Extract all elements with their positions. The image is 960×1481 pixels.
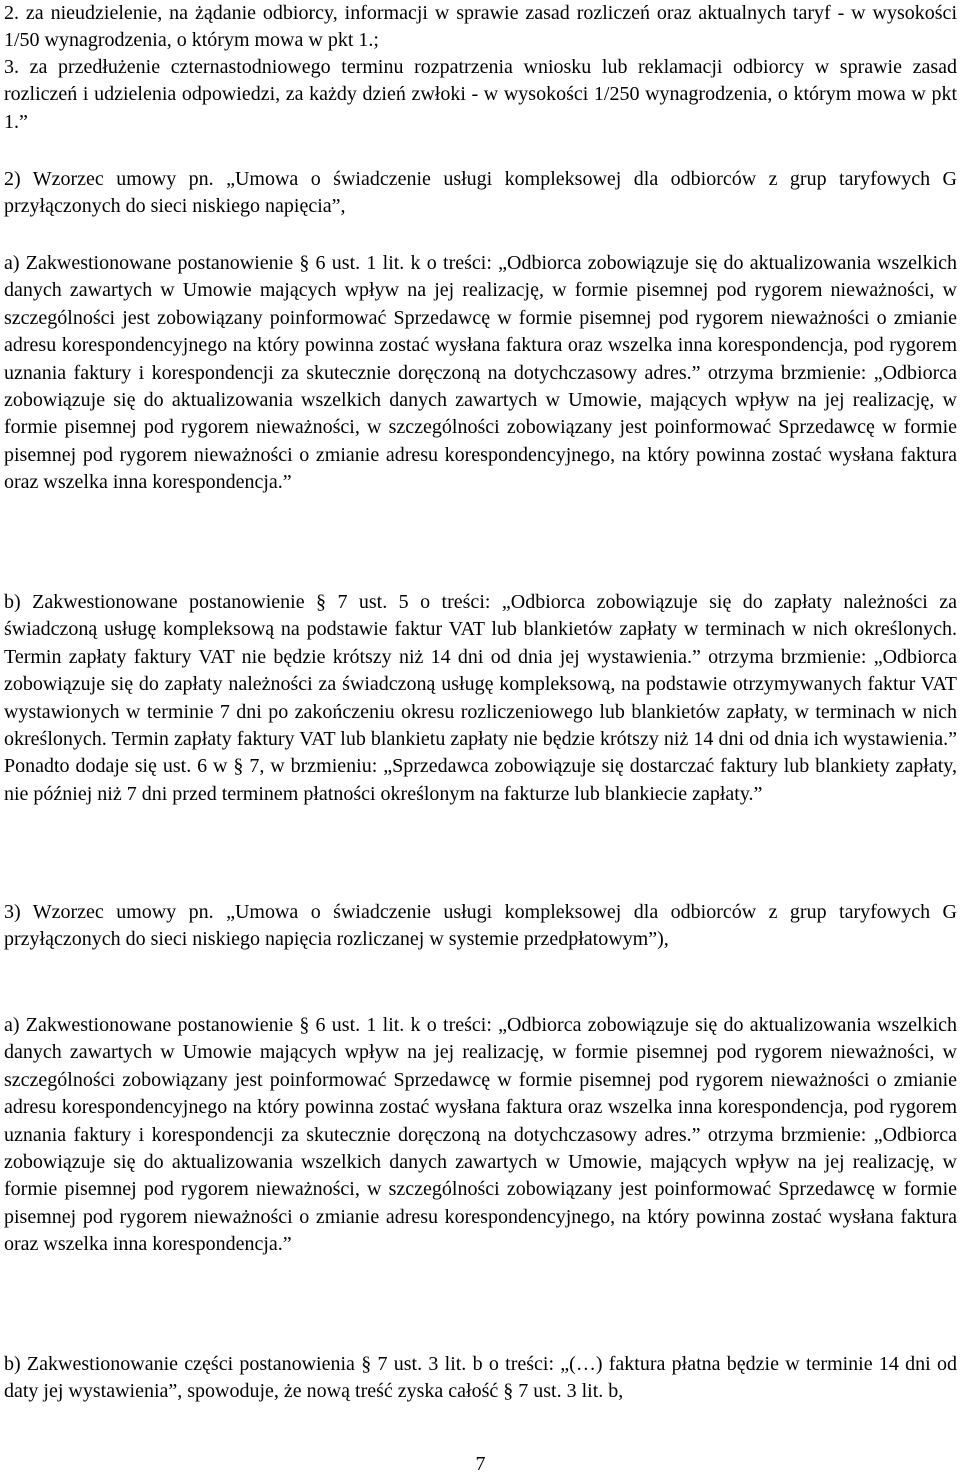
paragraph-contract-2-clause-b: b) Zakwestionowane postanowienie § 7 ust. 5 o treści: „Odbiorca zobowiązuje się do zapłaty należności za świadczoną usługę kompleksową na podstawie faktur VAT lub blankietów zapłaty w terminach w nich określonych. Termin zapłaty faktury VAT nie będzie krótszy niż 14 dni od dnia jej wystawienia.” otrzyma brzmienie: „Odbiorca zobowiązuje się do zapłaty należności za świadczoną usługę kompleksową, na podstawie otrzymywanych faktur VAT wystawionych w terminie 7 dni po zakończeniu okresu rozliczeniowego lub blankietów zapłaty, w terminach w nich określonych. Termin zapłaty faktury VAT lub blankietu zapłaty nie będzie krótszy niż 14 dni od dnia ich wystawienia.” Ponadto dodaje się ust. 6 w § 7, w brzmieniu: „Sprzedawca zobowiązuje się dostarczać faktury lub blankiety zapłaty, nie później niż 7 dni przed terminem płatności określonym na fakturze lub blankiecie zapłaty.” — [4, 591, 957, 805]
paragraph-contract-3-clause-b: b) Zakwestionowanie części postanowienia § 7 ust. 3 lit. b o treści: „(…) faktura płatna będzie w terminie 14 dni od daty jej wystawienia”, spowoduje, że nową treść zyska całość § 7 ust. 3 lit. b, — [4, 1353, 957, 1403]
page-number: 7 — [475, 1453, 486, 1475]
paragraph-contract-template-2: 2) Wzorzec umowy pn. „Umowa o świadczenie usługi kompleksowej dla odbiorców z grup taryfowych G przyłączonych do sieci niskiego napięcia”, — [4, 168, 957, 218]
paragraph-item-3-penalty: 3. za przedłużenie czternastodniowego terminu rozpatrzenia wniosku lub reklamacji odbiorcy w sprawie zasad rozliczeń i udzielenia odpowiedzi, za każdy dzień zwłoki - w wysokości 1/250 wynagrodzenia, o którym mowa w pkt 1.” — [4, 56, 957, 133]
paragraph-contract-2-clause-a: a) Zakwestionowane postanowienie § 6 ust. 1 lit. k o treści: „Odbiorca zobowiązuje się do aktualizowania wszelkich danych zawartych w Umowie mających wpływ na jej realizację, w formie pisemnej pod rygorem nieważności, w szczególności jest zobowiązany poinformować Sprzedawcę w formie pisemnej pod rygorem nieważności o zmianie adresu korespondencyjnego na który powinna zostać wysłana faktura oraz wszelka inna korespondencja, pod rygorem uznania faktury i korespondencji za skutecznie doręczoną na dotychczasowy adres.” otrzyma brzmienie: „Odbiorca zobowiązuje się do aktualizowania wszelkich danych zawartych w Umowie, mających wpływ na jej realizację, w formie pisemnej pod rygorem nieważności, w szczególności zobowiązany jest poinformować Sprzedawcę w formie pisemnej pod rygorem nieważności o zmianie adresu korespondencyjnego, na który powinna zostać wysłana faktura oraz wszelka inna korespondencja.” — [4, 252, 957, 494]
paragraph-contract-3-clause-a: a) Zakwestionowane postanowienie § 6 ust. 1 lit. k o treści: „Odbiorca zobowiązuje się do aktualizowania wszelkich danych zawartych w Umowie mających wpływ na jej realizację, w formie pisemnej pod rygorem nieważności, w szczególności zobowiązany jest poinformować Sprzedawcę w formie pisemnej pod rygorem nieważności o zmianie adresu korespondencyjnego na który powinna zostać wysłana faktura oraz wszelka inna korespondencja, pod rygorem uznania faktury i korespondencji za skutecznie doręczoną na dotychczasowy adres.” otrzyma brzmienie: „Odbiorca zobowiązuje się do aktualizowania wszelkich danych zawartych w Umowie, mających wpływ na jej realizację, w formie pisemnej pod rygorem nieważności, w szczególności zobowiązany jest poinformować Sprzedawcę w formie pisemnej pod rygorem nieważności o zmianie adresu korespondencyjnego, na który powinna zostać wysłana faktura oraz wszelka inna korespondencja.” — [4, 1014, 957, 1256]
paragraph-contract-template-3: 3) Wzorzec umowy pn. „Umowa o świadczenie usługi kompleksowej dla odbiorców z grup taryfowych G przyłączonych do sieci niskiego napięcia rozliczanej w systemie przedpłatowym”), — [4, 901, 957, 951]
document-page — [4, 0, 957, 1481]
paragraph-item-2-penalty: 2. za nieudzielenie, na żądanie odbiorcy, informacji w sprawie zasad rozliczeń oraz aktualnych taryf - w wysokości 1/50 wynagrodzenia, o którym mowa w pkt 1.; — [4, 2, 957, 52]
